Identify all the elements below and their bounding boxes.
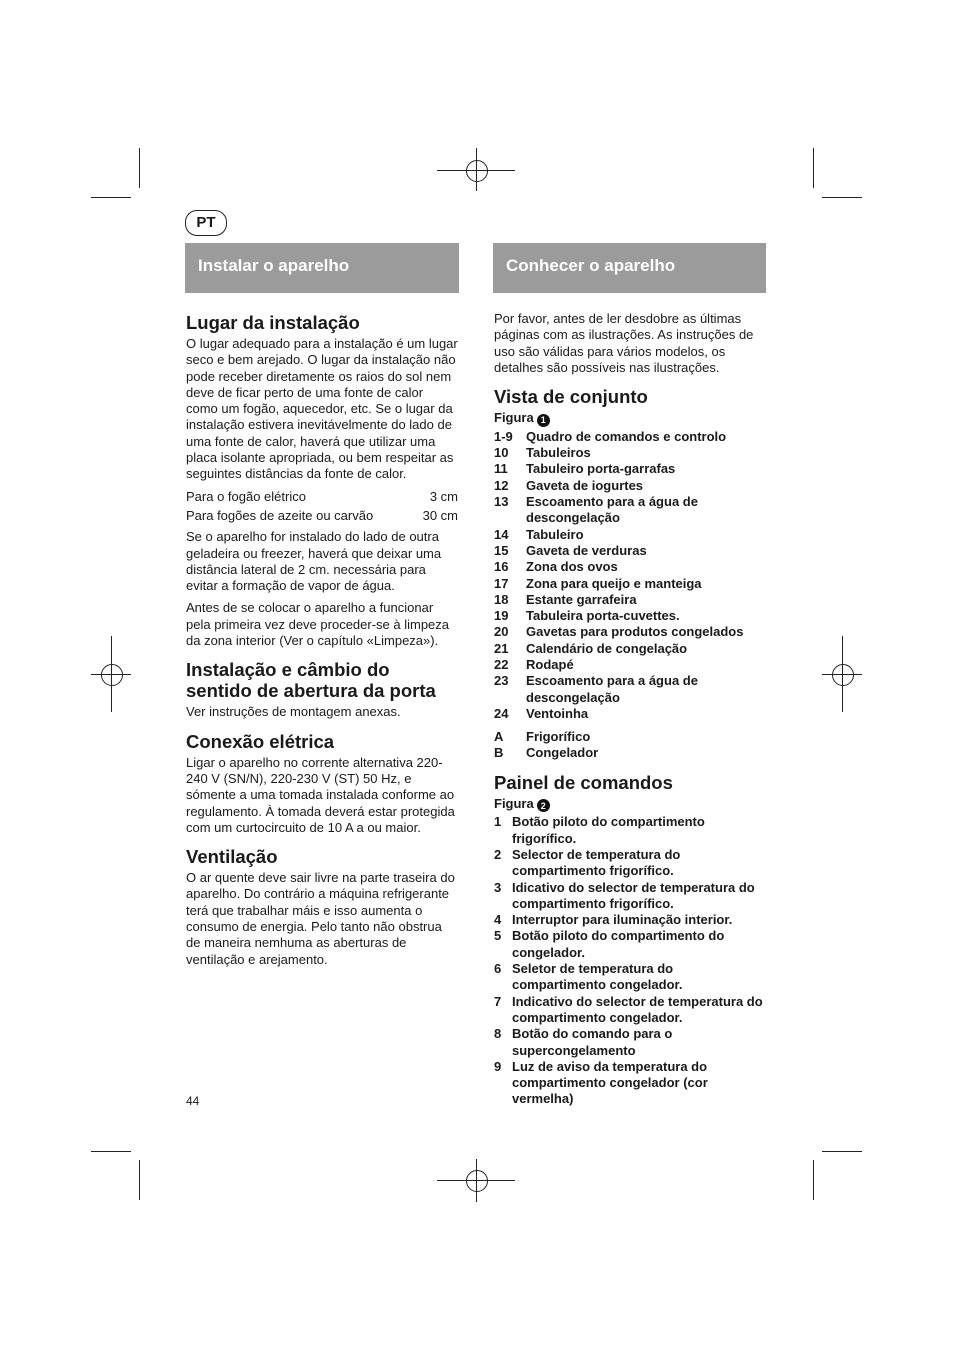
item-text: Gavetas para produtos congelados [526,624,744,640]
list-item [494,729,766,745]
item-text: Estante garrafeira [526,591,637,607]
list-item [494,745,766,761]
item-number: 22 [494,656,509,672]
item-text: Gaveta de verduras [526,542,647,558]
item-number: 15 [494,542,509,558]
list-item [494,494,766,527]
item-number: 19 [494,608,509,624]
item-text: Escoamento para a água de descongelação [526,673,698,705]
item-number: 23 [494,673,509,689]
list-item [494,814,766,847]
figure-reference [494,796,766,813]
list-item [494,928,766,961]
item-text: Rodapé [526,656,574,672]
list-item [494,527,766,543]
heading-ventilation: Ventilação [186,846,278,868]
item-text: Botão piloto do compartimento frigorífico. [512,814,705,846]
figure-label: Figura [494,795,534,811]
list-item [494,1026,766,1059]
crop-mark [813,1160,814,1200]
heading-door-reversal: Instalação e câmbio do sentido de abertura da porta [186,659,436,702]
crop-mark [139,1160,140,1200]
heading-electrical-connection: Conexão elétrica [186,730,335,752]
paragraph: Antes de se colocar o aparelho a funcionar pela primeira vez deve proceder-se à limpeza da zona interior (Ver o capítulo «Limpeza»). [186,600,450,649]
item-number: 17 [494,575,509,591]
item-number: 9 [494,1058,502,1074]
item-text: Zona dos ovos [526,559,618,575]
item-text: Quadro de comandos e controlo [526,428,727,444]
paragraph: Ligar o aparelho no corrente alternativa 220-240 V (SN/N), 220-230 V (ST) 50 Hz, e sómente a uma tomada instalada conforme ao regulamento. À tomada deverá estar protegida com um curtocircuito de 10 A a ou maior. [186,754,455,835]
list-item [494,880,766,913]
right-column [494,311,766,1108]
crop-mark [822,197,862,198]
list-item [494,624,766,640]
page-number: 44 [186,1094,200,1108]
crop-mark [91,197,131,198]
list-item [494,994,766,1027]
list-item [494,429,766,445]
item-text: Luz de aviso da temperatura do compartimento congelador (cor vermelha) [512,1058,708,1107]
paragraph: O ar quente deve sair livre na parte traseira do aparelho. Do contrário a máquina refrigerante terá que trabalhar máis e isso aumenta o consumo de energia. Pelo tanto não obstrua de maneira nemhuma as aberturas de ventilação e arejamento. [186,870,455,967]
distance-value: 3 cm [429,488,458,504]
section-banner-install: Instalar o aparelho [185,243,459,293]
list-item [494,478,766,494]
item-text: Frigorífico [526,729,591,745]
item-number: 1-9 [494,428,513,444]
intro-paragraph: Por favor, antes de ler desdobre as últimas páginas com as ilustrações. As instruções de uso são válidas para vários modelos, os detalhes são possíveis nas ilustrações. [494,311,754,375]
item-number: 16 [494,559,509,575]
item-number: 11 [494,461,508,477]
list-item [494,608,766,624]
item-number: 1 [494,814,502,830]
item-text: Escoamento para a água de descongelação [526,494,698,526]
item-number: 2 [494,847,502,862]
list-item [494,961,766,994]
list-item [494,706,766,722]
item-text: Tabuleiro porta-garrafas [526,461,676,477]
control-panel-list [494,814,766,1107]
item-text: Ventoinha [526,705,589,721]
item-text: Indicativo do selector de temperatura do compartimento congelador. [512,993,763,1025]
item-number: 14 [494,526,509,542]
item-text: Tabuleiros [526,445,591,461]
list-item [494,576,766,592]
item-number: 10 [494,445,509,461]
item-text: Calendário de congelação [526,640,688,656]
distance-label: Para o fogão elétrico [186,488,306,504]
item-number: 21 [494,640,509,656]
item-text: Idicativo do selector de temperatura do compartimento frigorífico. [512,879,755,911]
item-number: 4 [494,912,502,928]
figure-number-icon: 2 [537,799,550,812]
item-number: 8 [494,1026,502,1042]
figure-reference [494,410,766,427]
item-number: 24 [494,705,509,721]
distance-row [186,489,458,505]
item-number: B [494,745,504,761]
distance-value: 30 cm [422,507,458,523]
item-text: Botão do comando para o supercongelamento [512,1026,673,1058]
item-number: 3 [494,879,502,895]
item-number: A [494,729,504,745]
item-number: 5 [494,928,502,944]
distance-row [186,508,458,524]
crop-mark [813,148,814,188]
list-item [494,641,766,657]
item-text: Seletor de temperatura do compartimento congelador. [512,961,683,993]
list-item [494,592,766,608]
paragraph: O lugar adequado para a instalação é um lugar seco e bem arejado. O lugar da instalação não pode receber diretamente os raios do sol nem deve de ficar perto de uma fonte de calor como um fogão, aquecedor, etc. Se o lugar da instalação estivera inevitávelmente do lado de uma fonte de calor, haverá que utilizar uma placa isolante apropriada, ou bem respeitar as seguintes distâncias da fonte de calor. [186,336,458,482]
list-item [494,657,766,673]
paragraph: Ver instruções de montagem anexas. [186,704,401,720]
item-text: Tabuleiro [526,526,584,542]
item-number: 18 [494,591,509,607]
list-item [494,543,766,559]
heading-overview: Vista de conjunto [494,386,648,408]
crop-mark [822,1151,862,1152]
item-number: 7 [494,993,502,1009]
item-number: 13 [494,494,509,510]
distance-label: Para fogões de azeite ou carvão [186,507,374,523]
item-text: Interruptor para iluminação interior. [512,912,733,928]
item-number: 6 [494,961,502,977]
figure-number-icon: 1 [537,414,550,427]
crop-mark [139,148,140,188]
item-number: 12 [494,477,509,493]
item-text: Zona para queijo e manteiga [526,575,702,591]
list-item [494,461,766,477]
list-item [494,673,766,706]
item-number: 20 [494,624,509,640]
section-banner-know: Conhecer o aparelho [493,243,766,293]
list-item [494,559,766,575]
crop-mark [91,1151,131,1152]
paragraph: Se o aparelho for instalado do lado de outra geladeira ou freezer, haverá que deixar uma distância lateral de 2 cm. necessária para evitar a formação de vapor de água. [186,529,442,594]
item-text: Congelador [526,745,599,761]
list-item [494,912,766,928]
list-item [494,445,766,461]
item-text: Gaveta de iogurtes [526,477,644,493]
overview-list-compartments [494,729,766,762]
item-text: Selector de temperatura do compartimento frigorífico. [512,847,681,879]
list-item [494,847,766,880]
list-item [494,1059,766,1108]
language-badge: PT [185,210,227,236]
item-text: Botão piloto do compartimento do congelador. [512,928,725,960]
figure-label: Figura [494,410,534,426]
heading-installation-place: Lugar da instalação [186,312,360,333]
item-text: Tabuleira porta-cuvettes. [526,608,680,624]
overview-list [494,429,766,722]
heading-control-panel: Painel de comandos [494,771,673,793]
left-column [186,312,458,974]
